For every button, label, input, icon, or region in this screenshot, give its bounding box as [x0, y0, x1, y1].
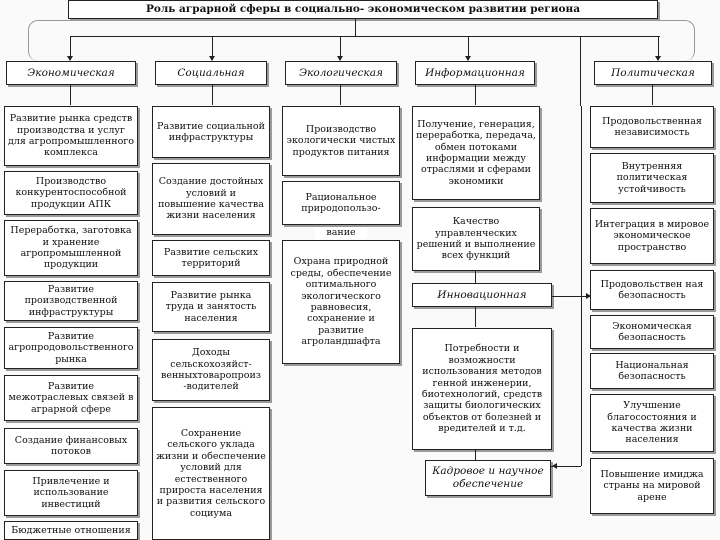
economic-item: Развитие межотраслевых связей в аграрной сфере	[4, 375, 138, 421]
connector	[475, 271, 476, 283]
connector	[652, 85, 653, 105]
connector	[581, 106, 582, 466]
economic-item: Создание финансовых потоков	[4, 428, 138, 464]
political-item: Продовольственная независимость	[590, 106, 714, 148]
diagram-title: Роль аграрной сферы в социально- экономическом развитии региона	[68, 0, 658, 19]
economic-item: Развитие рынка средств производства и услуг для агропромышленного комплекса	[4, 106, 138, 166]
connector	[475, 450, 476, 460]
ecological-item: Рациональное природопользо-	[282, 181, 400, 225]
political-item: Продовольствен ная безопасность	[590, 270, 714, 310]
connector	[212, 85, 213, 105]
connector	[70, 36, 660, 37]
header-innovation: Инновационная	[412, 283, 552, 307]
political-item: Интеграция в мировое экономическое пространство	[590, 208, 714, 264]
political-item: Улучшение благосостояния и качества жизни населения	[590, 394, 714, 452]
informational-item: Получение, генерация, переработка, передача, обмен потоками информации между отраслями и сферами экономики	[412, 106, 540, 200]
social-item: Развитие сельских территорий	[152, 240, 270, 276]
economic-item: Производство конкурентоспособной продукции АПК	[4, 171, 138, 215]
ecological-item: Охрана природной среды, обеспечение оптимального экологического равновесия, сохранение и развитие агроландшафта	[282, 240, 400, 364]
political-item: Повышение имиджа страны на мировой арене	[590, 458, 714, 514]
political-item: Национальная безопасность	[590, 353, 714, 389]
economic-item: Развитие производственной инфраструктуры	[4, 281, 138, 321]
connector	[580, 36, 581, 106]
economic-item: Развитие агропродовольственного рынка	[4, 327, 138, 369]
header-personnel: Кадровое и научное обеспечение	[425, 460, 551, 496]
header-social: Социальная	[155, 61, 267, 85]
connector	[475, 307, 476, 327]
social-item: Сохранение сельского уклада жизни и обеспечение условий для естественного прироста населения и развития сельского социума	[152, 407, 270, 540]
innovation-item: Потребности и возможности использования методов генной инженерии, биотехнологий, средств защиты биологических объектов от болезней и вредителей и т.д.	[412, 328, 552, 450]
political-item: Внутренняя политическая устойчивость	[590, 153, 714, 203]
social-item: Создание достойных условий и повышение качества жизни населения	[152, 163, 270, 235]
header-ecological: Экологическая	[285, 61, 397, 85]
connector	[70, 85, 71, 105]
arrow	[552, 463, 557, 469]
social-item: Развитие социальной инфраструктуры	[152, 106, 270, 158]
header-political: Политическая	[594, 61, 712, 85]
background-bracket	[28, 20, 695, 61]
header-informational: Информационная	[415, 61, 535, 85]
social-item: Развитие рынка труда и занятость населения	[152, 282, 270, 332]
economic-item: Бюджетные отношения	[4, 521, 138, 540]
ecological-item: Производство экологически чистых продуктов питания	[282, 106, 400, 176]
ecological-item-continuation: вание	[315, 227, 367, 239]
connector	[355, 19, 356, 36]
political-item: Экономическая безопасность	[590, 315, 714, 349]
informational-item: Качество управленческих решений и выполнение всех функций	[412, 207, 540, 271]
social-item: Доходы сельскохозяйст-венныхтоваропроиз -водителей	[152, 339, 270, 401]
economic-item: Переработка, заготовка и хранение агропромышленной продукции	[4, 220, 138, 276]
header-economic: Экономическая	[6, 61, 136, 85]
connector	[552, 296, 590, 297]
economic-item: Привлечение и использование инвестиций	[4, 470, 138, 516]
connector	[475, 85, 476, 105]
connector	[340, 85, 341, 105]
